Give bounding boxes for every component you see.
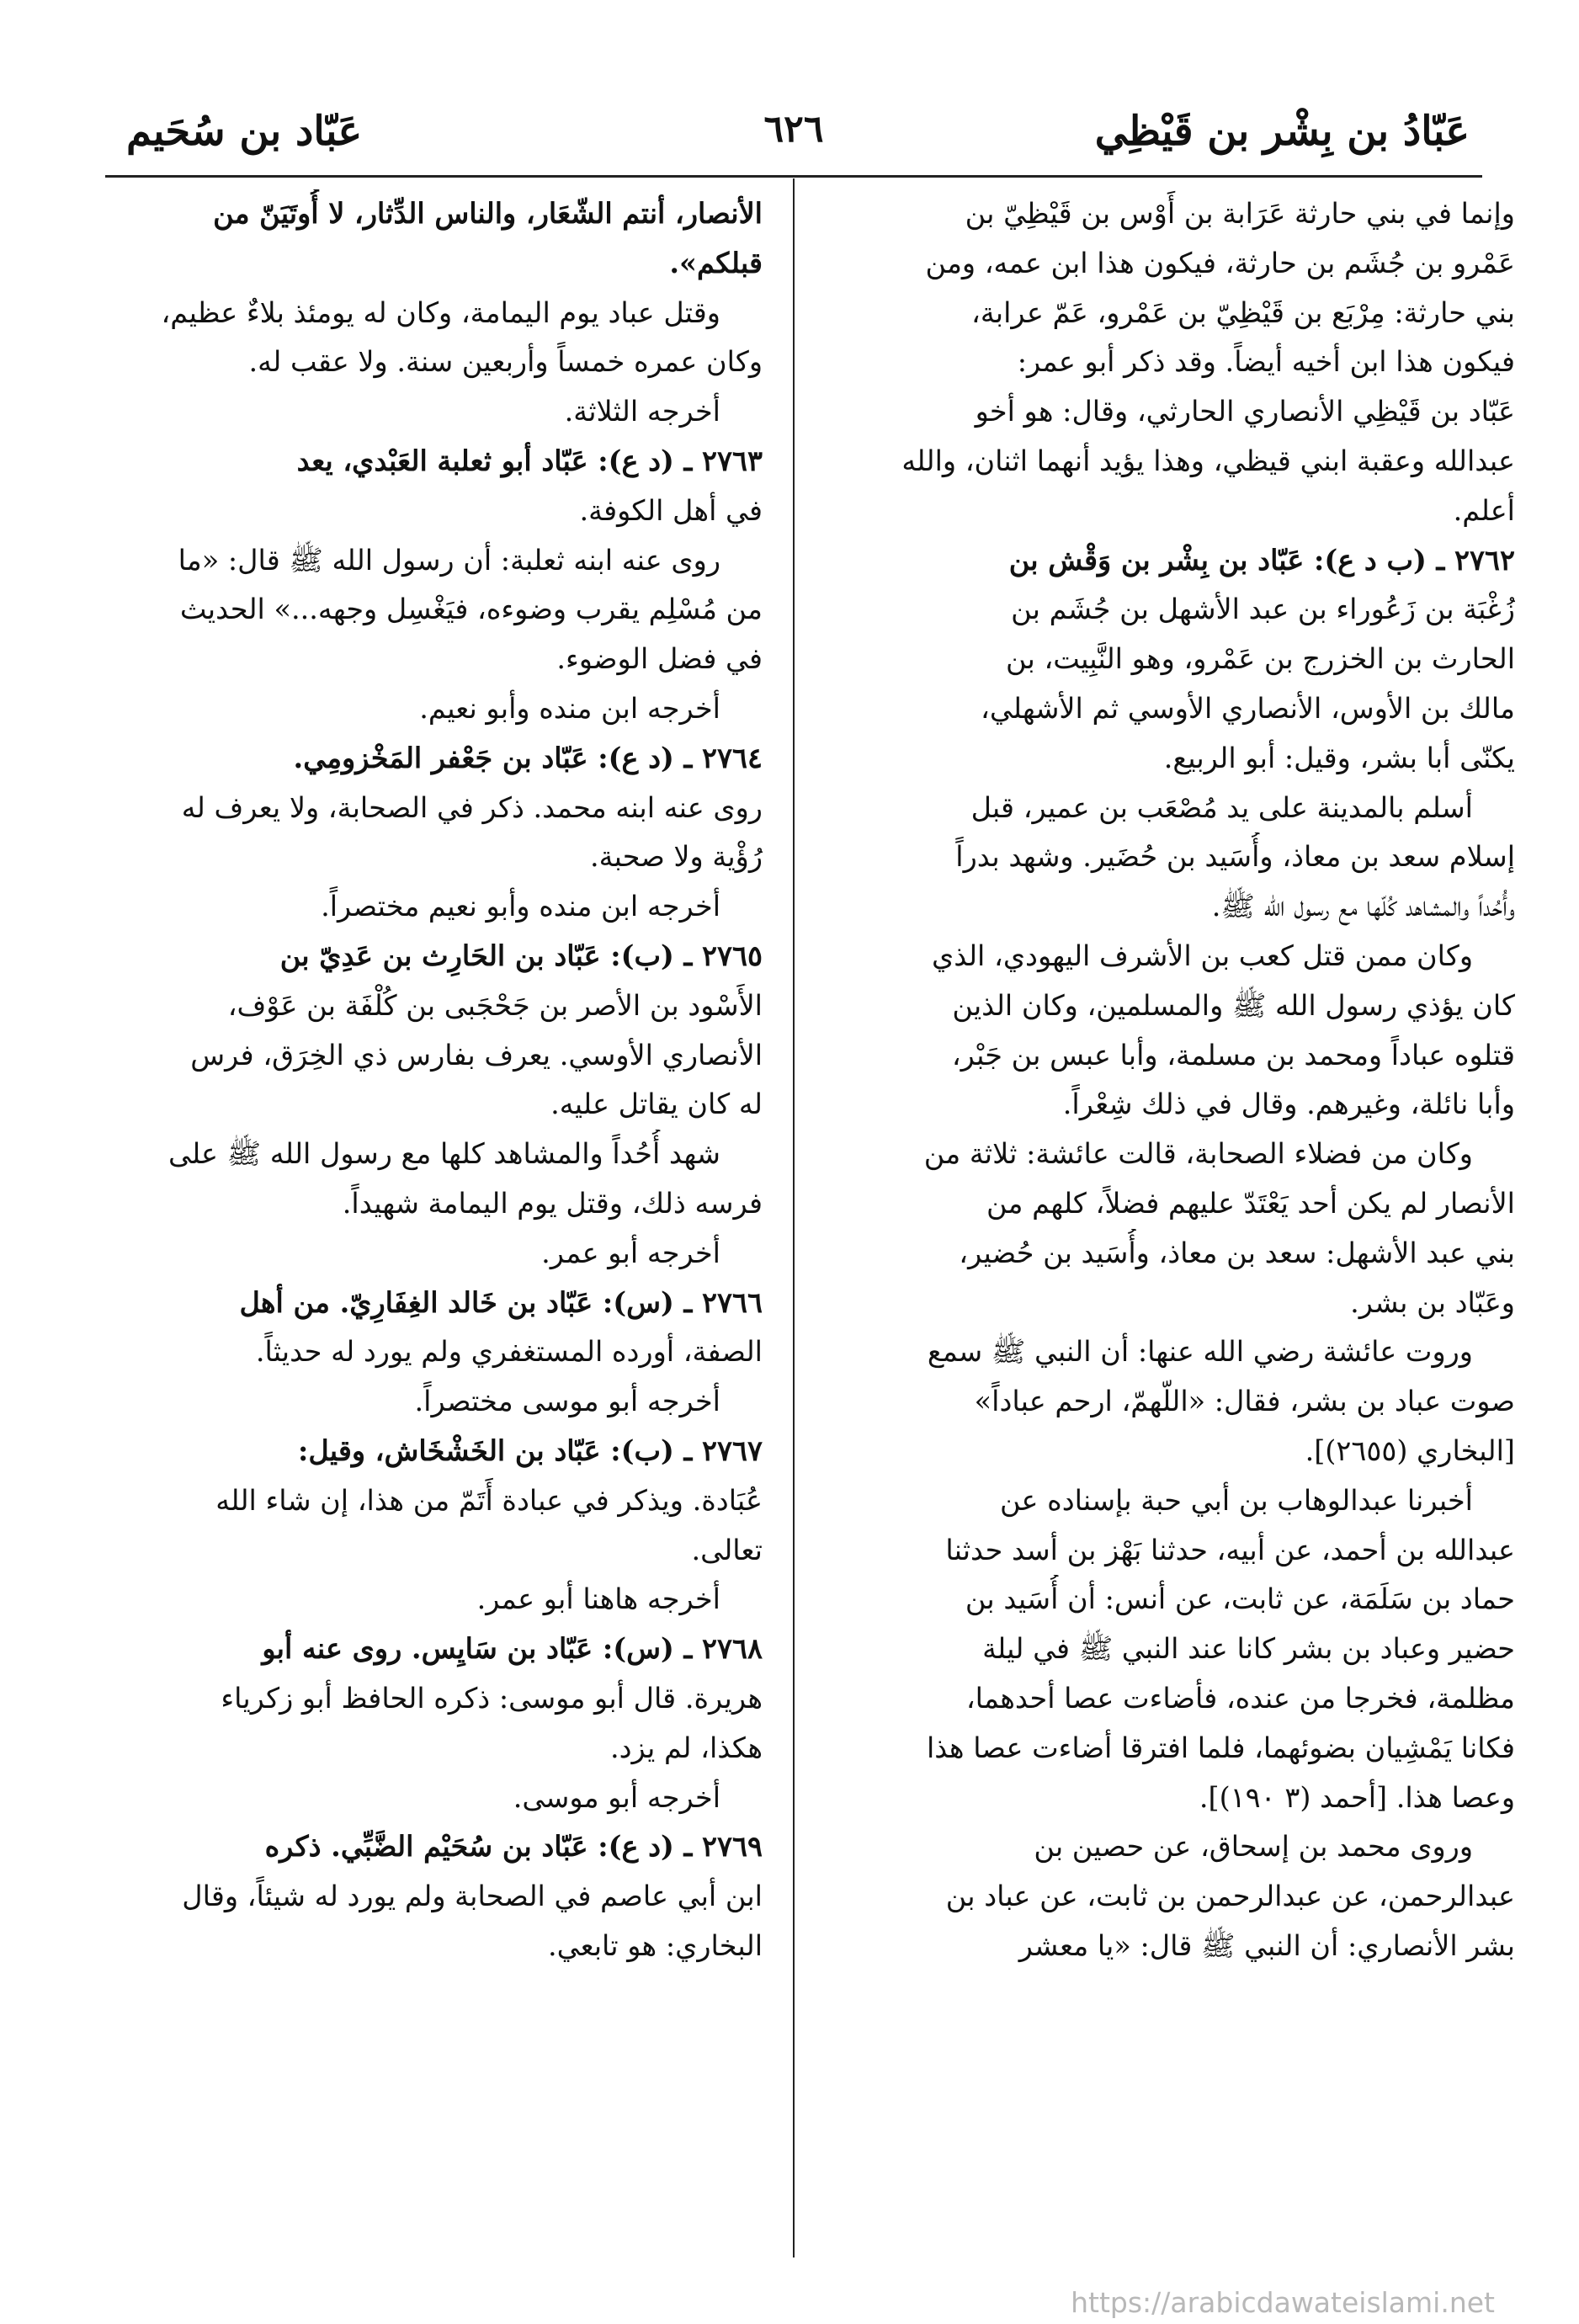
text-line: مالك بن الأوس، الأنصاري الأوسي ثم الأشهلي، — [981, 691, 1515, 725]
running-header — [101, 101, 1486, 177]
text-line: زُغْبَة بن زَعُوراء بن عبد الأشهل بن جُشَم بن — [1011, 593, 1515, 626]
text-line: عبدالله وعقبة ابني قيظي، وهذا يؤيد أنهما اثنان، والله — [901, 444, 1515, 477]
entry-heading: ٢٧٦٤ ـ (د ع): عَبّاد بن جَعْفر المَخْزومِي. — [293, 741, 763, 774]
text-line: أخرجه أبو موسى مختصراً. — [414, 1385, 720, 1418]
header-right-title: عَبّادُ بن بِشْر بن قَيْظِي — [1094, 108, 1470, 155]
text-line: ابن أبي عاصم في الصحابة ولم يورد له شيئاً، وقال — [182, 1880, 763, 1913]
text-line: عَمْرو بن جُشَم بن حارثة، فيكون هذا ابن عمه، ومن — [925, 246, 1515, 279]
text-line: وأبا نائلة، وغيرهم. وقال في ذلك شِعْراً. — [1062, 1088, 1515, 1121]
text-line: إسلام سعد بن معاذ، وأُسَيد بن حُضَير. وشهد بدراً — [955, 840, 1515, 874]
text-line: شهد أُحُداً والمشاهد كلها مع رسول الله ﷺ على — [168, 1137, 720, 1171]
text-line: الأنصاري الأوسي. يعرف بفارس ذي الخِرَق، فرس — [190, 1038, 763, 1072]
text-line: وعَبّاد بن بشر. — [1350, 1285, 1515, 1319]
text-line: عُبَادة. ويذكر في عبادة أَتَمّ من هذا، إن شاء الله — [215, 1483, 763, 1517]
text-line: بني حارثة: مِرْبَع بن قَيْظِيّ بن عَمْرو، عَمّ عرابة، — [971, 295, 1515, 329]
entry-heading: ٢٧٦٣ ـ (د ع): عَبّاد أبو ثعلبة العَبْدي، يعد — [296, 444, 763, 477]
text-line: عَبّاد بن قَيْظِي الأنصاري الحارثي، وقال: هو أخو — [975, 395, 1515, 428]
text-line: أخرجه أبو عمر. — [541, 1236, 720, 1269]
text-line: يكنّى أبا بشر، وقيل: أبو الربيع. — [1163, 741, 1515, 774]
text-line: وإنما في بني حارثة عَرَابة بن أَوْس بن قَيْظِيّ بن — [965, 197, 1515, 230]
text-line: تعالى. — [691, 1533, 763, 1566]
text-line: البخاري: هو تابعي. — [548, 1928, 763, 1962]
entry-heading: ٢٧٦٦ ـ (س): عَبّاد بن خَالد الغِفَارِيّ. من أهل — [239, 1285, 763, 1319]
text-line: أسلم بالمدينة على يد مُصْعَب بن عمير، قبل — [970, 790, 1473, 824]
column-divider — [793, 178, 795, 2258]
text-line: كان يؤذي رسول الله ﷺ والمسلمين، وكان الذين — [952, 988, 1515, 1022]
text-line: وكان عمره خمساً وأربعين سنة. ولا عقب له. — [248, 345, 763, 379]
text-line: في أهل الكوفة. — [579, 493, 763, 527]
text-line: أعلم. — [1453, 493, 1515, 527]
text-line: أخرجه الثلاثة. — [564, 395, 720, 428]
text-line: أخرجه ابن منده وأبو نعيم. — [419, 691, 720, 725]
text-line: فيكون هذا ابن أخيه أيضاً. وقد ذكر أبو عمر: — [1017, 345, 1515, 379]
entry-heading: ٢٧٦٢ ـ (ب د ع): عَبّاد بن بِشْر بن وَقْش بن — [1008, 543, 1515, 577]
right-column — [850, 189, 1515, 1971]
entry-heading: ٢٧٦٩ ـ (د ع): عَبّاد بن سُحَيْم الضَّبِّي. ذكره — [264, 1830, 763, 1864]
text-line: أخبرنا عبدالوهاب بن أبي حبة بإسناده عن — [1000, 1483, 1473, 1517]
text-line: في فضل الوضوء. — [556, 642, 763, 676]
text-line: صوت عباد بن بشر، فقال: «اللّهمّ، ارحم عباداً» — [974, 1385, 1515, 1418]
entry-heading: ٢٧٦٧ ـ (ب): عَبّاد بن الخَشْخَاش، وقيل: — [297, 1433, 763, 1467]
text-line: وكان من فضلاء الصحابة، قالت عائشة: ثلاثة من — [923, 1137, 1473, 1171]
text-line: مظلمة، فخرجا من عنده، فأضاءت عصا أحدهما، — [965, 1681, 1515, 1715]
text-line: الأَسْود بن الأصر بن جَحْجَبى بن كُلْفَة بن عَوْف، — [227, 988, 763, 1022]
text-line: من مُسْلِم يقرب وضوءه، فيَغْسِل وجهه...» الحديث — [179, 593, 763, 626]
text-line: [البخاري (٢٦٥٥)]. — [1305, 1433, 1515, 1467]
header-rule — [105, 175, 1482, 178]
entry-heading: ٢٧٦٨ ـ (س): عَبّاد بن سَايِس. روى عنه أبو — [262, 1632, 763, 1666]
text-line: حماد بن سَلَمَة، عن ثابت، عن أنس: أن أُسَيد بن — [965, 1582, 1515, 1616]
text-line: روى عنه ابنه محمد. ذكر في الصحابة، ولا يعرف له — [181, 790, 763, 824]
text-line: عبدالرحمن، عن عبدالرحمن بن ثابت، عن عباد بن — [945, 1880, 1515, 1913]
text-line: الصفة، أورده المستغفري ولم يورد له حديثاً. — [255, 1335, 763, 1369]
text-line: أخرجه ابن منده وأبو نعيم مختصراً. — [321, 890, 720, 923]
text-line: وقتل عباد يوم اليمامة، وكان له يومئذ بلاءٌ عظيم، — [161, 295, 720, 329]
text-line: وعصا هذا. [أحمد (٣ ١٩٠)]. — [1199, 1780, 1515, 1814]
text-line: حضير وعباد بن بشر كانا عند النبي ﷺ في ليلة — [982, 1632, 1515, 1666]
text-line: وأُحُداً والمشاهد كُلّها مع رسول الله ﷺ. — [1211, 890, 1515, 923]
text-line: وروت عائشة رضي الله عنها: أن النبي ﷺ سمع — [927, 1335, 1473, 1369]
text-line: هكذا، لم يزد. — [609, 1731, 763, 1764]
text-line: وروى محمد بن إسحاق، عن حصين بن — [1034, 1830, 1473, 1864]
text-line: رُؤْية ولا صحبة. — [589, 840, 763, 874]
text-line: فكانا يَمْشِيان بضوئهما، فلما افترقا أضاءت عصا هذا — [927, 1731, 1515, 1764]
text-line: له كان يقاتل عليه. — [550, 1088, 763, 1121]
entry-heading: ٢٧٦٥ ـ (ب): عَبّاد بن الحَارِث بن عَدِيّ بن — [279, 939, 763, 972]
header-left-title: عَبّاد بن سُحَيم — [126, 108, 363, 155]
text-line: بني عبد الأشهل: سعد بن معاذ، وأُسَيد بن حُضير، — [959, 1236, 1515, 1269]
page-number: ٦٢٦ — [763, 108, 824, 151]
text-line: وكان ممن قتل كعب بن الأشرف اليهودي، الذي — [932, 939, 1473, 972]
text-line: أخرجه أبو موسى. — [513, 1780, 720, 1814]
text-line: روى عنه ابنه ثعلبة: أن رسول الله ﷺ قال: «ما — [178, 543, 720, 577]
text-line: الأنصار لم يكن أحد يَعْتَدّ عليهم فضلاً، كلهم من — [986, 1186, 1515, 1220]
watermark-url: https://arabicdawateislami.net — [1071, 2286, 1495, 2319]
text-line: قبلكم». — [669, 246, 763, 279]
left-column — [98, 189, 763, 1971]
text-line: بشر الأنصاري: أن النبي ﷺ قال: «يا معشر — [1018, 1928, 1515, 1962]
text-line: قتلوه عباداً ومحمد بن مسلمة، وأبا عبس بن جَبْر، — [951, 1038, 1515, 1072]
text-line: فرسه ذلك، وقتل يوم اليمامة شهيداً. — [342, 1186, 763, 1220]
text-line: أخرجه هاهنا أبو عمر. — [476, 1582, 720, 1616]
text-line: عبدالله بن أحمد، عن أبيه، حدثنا بَهْز بن أسد حدثنا — [945, 1533, 1515, 1566]
text-line: الأنصار، أنتم الشّعَار، والناس الدِّثار، لا أُوتَيَنّ من — [213, 197, 763, 230]
text-line: الحارث بن الخزرج بن عَمْرو، وهو النَّبِيت، بن — [1005, 642, 1515, 676]
text-line: هريرة. قال أبو موسى: ذكره الحافظ أبو زكرياء — [221, 1681, 763, 1715]
